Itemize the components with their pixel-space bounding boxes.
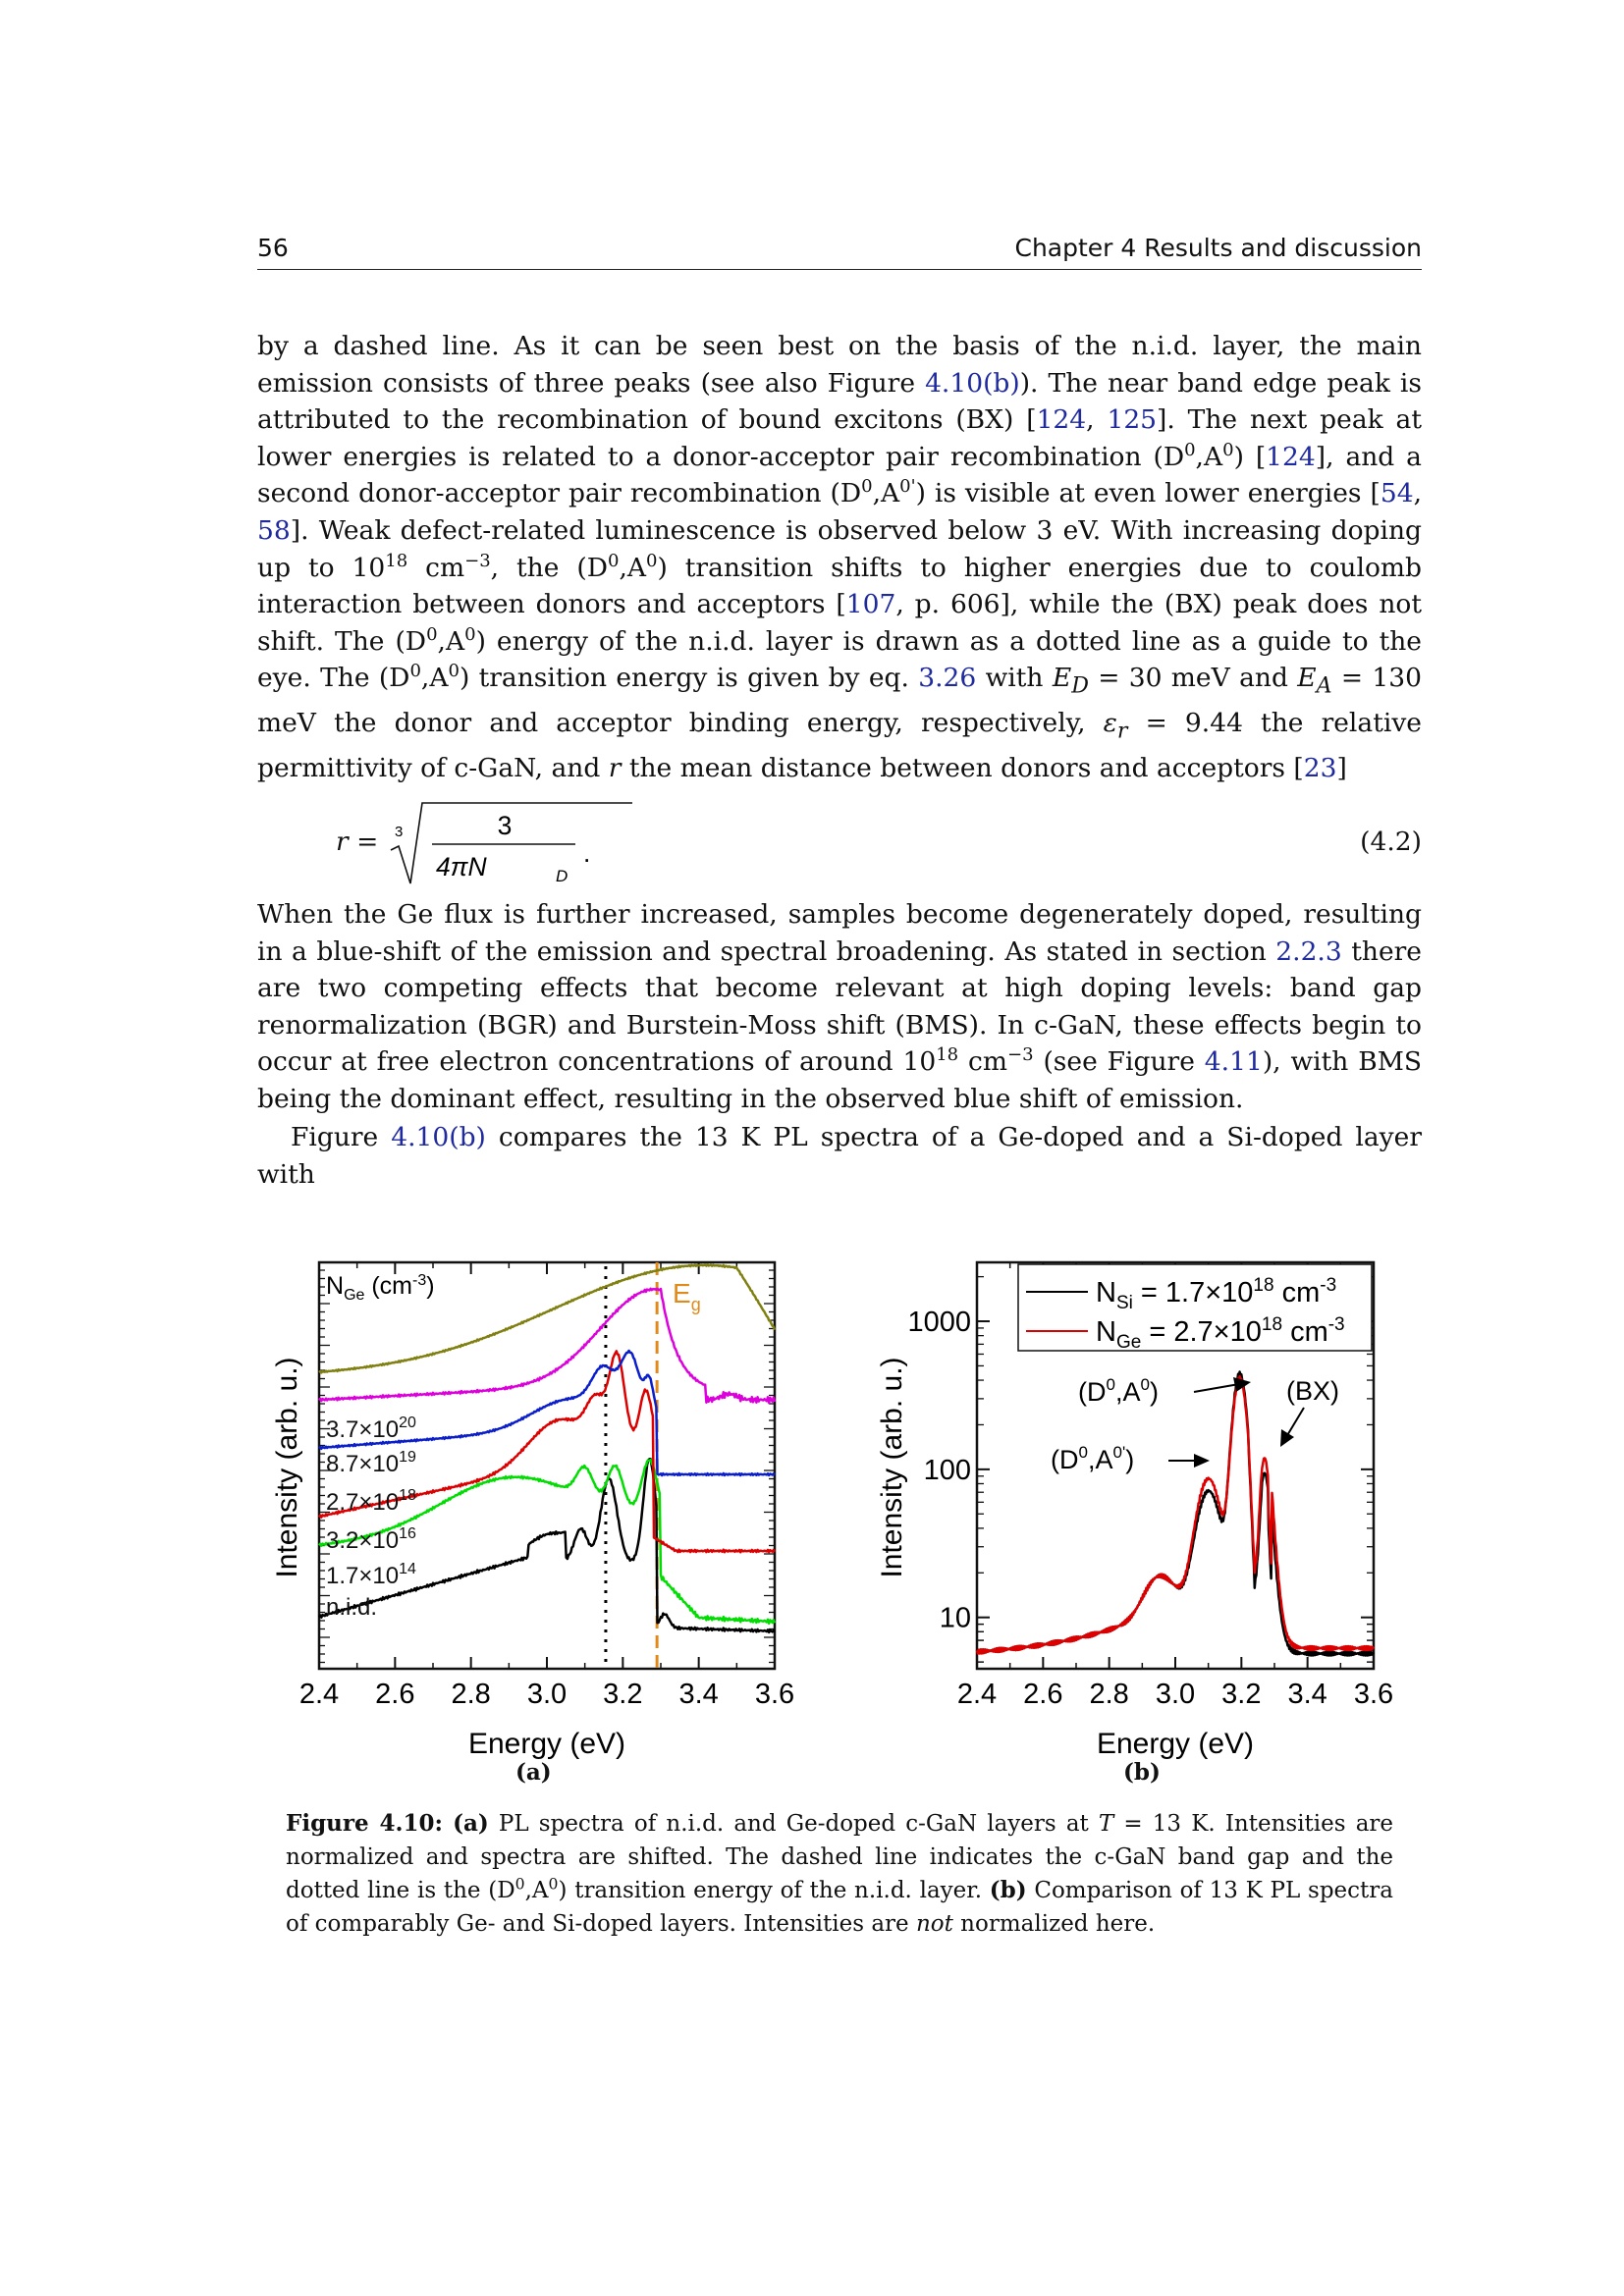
series-label-main: 3.7×10 <box>326 1416 400 1443</box>
series-label-sup: 14 <box>399 1561 416 1577</box>
series-line-4 <box>319 1289 775 1403</box>
lg: = 2.7×10 <box>1141 1316 1262 1348</box>
chapter-title: Chapter 4 Results and discussion <box>1014 234 1422 262</box>
series-label-3 <box>326 1487 416 1516</box>
x-tick-label: 3.6 <box>1353 1679 1394 1710</box>
an: ) <box>1125 1445 1135 1474</box>
citation-link[interactable]: 58 <box>257 514 291 546</box>
an: 0 <box>1140 1375 1150 1394</box>
sup: 0' <box>899 476 916 498</box>
text: ,A <box>524 1878 549 1903</box>
band-gap-main: E <box>673 1278 691 1308</box>
an: 0' <box>1112 1443 1126 1462</box>
chart-b-legend <box>1018 1264 1372 1353</box>
arrow-bx <box>1286 1408 1304 1437</box>
sup: 0 <box>426 623 438 645</box>
lg: 18 <box>1253 1275 1274 1296</box>
text: When the Ge flux is further increased, samples become degenerately doped, resulting in a blue-shift of the emission and spectral broadening. As stated in section <box>257 899 1422 967</box>
x-tick-label: 3.2 <box>603 1679 643 1710</box>
sup: 0 <box>607 550 620 571</box>
x-tick-label: 3.4 <box>1287 1679 1327 1710</box>
page-number: 56 <box>257 234 289 262</box>
x-tick-label: 3.4 <box>678 1679 719 1710</box>
text: with <box>976 663 1053 694</box>
series-label-sup: 20 <box>399 1415 416 1431</box>
an: ,A <box>1114 1377 1141 1407</box>
sup: 18 <box>385 550 408 571</box>
caption-a: (a) <box>453 1810 489 1837</box>
lg: = 1.7×10 <box>1132 1277 1254 1308</box>
lg: Ge <box>1115 1332 1142 1353</box>
text: , the (D <box>490 552 608 583</box>
y-tick-label: 10 <box>939 1602 971 1634</box>
fraction-denominator: 4πN <box>436 852 487 881</box>
citation-link[interactable]: 124 <box>1036 404 1087 436</box>
chart-b <box>874 1247 1404 1777</box>
band-gap-sub: g <box>690 1295 701 1314</box>
text: = 30 meV and <box>1088 663 1298 694</box>
running-header <box>257 234 1422 269</box>
emphasis: not <box>915 1910 953 1937</box>
text: ) transition energy is given by eq. <box>459 663 919 694</box>
annotation-bx: (BX) <box>1286 1376 1339 1406</box>
sup: −3 <box>1007 1044 1034 1066</box>
text: , <box>1413 478 1422 509</box>
chart-a-tick-labels <box>299 1679 794 1710</box>
sup: 0 <box>1184 439 1196 460</box>
text: Comparison of 13 K PL spectra of comparably Ge- and Si-doped layers. Intensities are <box>286 1878 1393 1937</box>
citation-link[interactable]: 54 <box>1380 478 1414 509</box>
chart-a-xlabel: Energy (eV) <box>467 1728 626 1760</box>
figure-link[interactable]: 4.11 <box>1204 1046 1263 1078</box>
sup: 0 <box>861 476 873 498</box>
chart-b-xlabel: Energy (eV) <box>1096 1728 1255 1760</box>
x-tick-label: 2.4 <box>298 1679 340 1710</box>
text: , p. 606], while the (BX) peak does not shift. The (D <box>257 589 1422 657</box>
x-tick-label: 2.6 <box>375 1679 415 1710</box>
an: ) <box>1149 1377 1159 1407</box>
math-sub: D <box>1071 673 1089 699</box>
text: there are two competing effects that become relevant at high doping levels: band gap renormalization (BGR) and Burstein-Moss shift (BMS). In c-GaN, these effects begin to occur at free electron concentrations of around 10 <box>257 935 1422 1078</box>
x-tick-label: 3.0 <box>1155 1679 1196 1710</box>
text: ). The near band edge peak is attributed to the recombination of bound excitons (BX) [ <box>257 367 1423 436</box>
sup: 0 <box>548 1874 559 1894</box>
fraction-numerator: 3 <box>497 811 513 840</box>
equation-lhs <box>336 827 378 857</box>
legend-title-end: ) <box>426 1272 435 1300</box>
sup: 0 <box>646 550 658 571</box>
caption-label: Figure 4.10: <box>286 1810 443 1837</box>
chart-a-legend-title <box>326 1272 435 1304</box>
arrow-dap2-head <box>1194 1454 1210 1468</box>
x-tick-label: 3.0 <box>526 1679 568 1710</box>
paragraph-2 <box>257 896 1422 1118</box>
x-tick-label: 3.6 <box>754 1679 795 1710</box>
lg: cm <box>1282 1316 1328 1348</box>
root-index: 3 <box>395 824 404 840</box>
text: cm <box>958 1046 1008 1078</box>
header-rule <box>257 269 1422 270</box>
equation-link[interactable]: 3.26 <box>918 663 977 694</box>
legend-title-unit: (cm <box>364 1272 413 1300</box>
text: ,A <box>619 552 646 583</box>
legend-title-main: N <box>326 1272 345 1300</box>
math: r <box>608 753 622 784</box>
text: ) [ <box>1233 441 1267 472</box>
figure-link[interactable]: 4.10(b) <box>925 367 1020 399</box>
annotation-dap2 <box>1051 1443 1134 1474</box>
legend-title-sub: Ge <box>344 1287 365 1304</box>
text: by a dashed line. As it can be seen best on the basis of the n.i.d. layer, the main emission consists of three peaks (see also Figure <box>257 331 1422 399</box>
series-label-sup: 18 <box>399 1487 416 1504</box>
text: normalized here. <box>952 1910 1156 1937</box>
lg: cm <box>1273 1277 1321 1308</box>
citation-link[interactable]: 23 <box>1303 753 1337 784</box>
x-tick-label: 2.6 <box>1023 1679 1063 1710</box>
legend-title-sup: -3 <box>412 1272 427 1289</box>
sup: 0 <box>409 661 421 682</box>
equation-4-2 <box>257 793 1422 891</box>
y-tick-label: 100 <box>923 1454 971 1486</box>
chart-b-ylabel: Intensity (arb. u.) <box>876 1357 908 1578</box>
text: = 13 K. Intensities are normalized and spectra are shifted. The dashed line indicates the c-GaN band gap and the dotted line is the (D <box>286 1811 1394 1903</box>
figure-link[interactable]: 4.10(b) <box>391 1122 486 1152</box>
equation-number: (4.2) <box>1360 827 1422 857</box>
text: ]. The next peak at lower energies is related to a donor-acceptor pair recombination (D <box>257 404 1422 472</box>
text: ,A <box>872 478 900 509</box>
chart-b-annotations <box>1051 1375 1339 1474</box>
an: 0 <box>1078 1443 1088 1462</box>
text: , <box>1086 404 1108 436</box>
sup: 0 <box>464 623 476 645</box>
an: ,A <box>1087 1445 1113 1474</box>
text: ) transition shifts to higher energies due to coulomb interaction between donors and acceptors [ <box>257 552 1422 620</box>
text: ,A <box>437 625 465 657</box>
band-gap-label <box>673 1278 701 1314</box>
lg: N <box>1096 1316 1116 1348</box>
series-line-si <box>977 1372 1374 1656</box>
legend-title <box>326 1272 435 1304</box>
x-tick-label: 3.2 <box>1221 1679 1262 1710</box>
citation-link[interactable]: 107 <box>845 589 896 620</box>
text: ) energy of the n.i.d. layer is drawn as a dotted line as a guide to the eye. The (D <box>257 625 1422 694</box>
paragraph-3 <box>257 1119 1422 1193</box>
text: ,A <box>420 663 449 694</box>
math-sub: A <box>1316 673 1332 699</box>
x-tick-label: 2.8 <box>1089 1679 1129 1710</box>
text: ), with BMS being the dominant effect, resulting in the observed blue shift of emission. <box>257 1046 1422 1114</box>
an: 0 <box>1106 1375 1115 1394</box>
arrow-bx-head <box>1280 1429 1294 1447</box>
sup: 0 <box>1222 439 1234 460</box>
text: = 130 meV the donor and acceptor binding energy, respectively, <box>257 663 1423 739</box>
equation-radical <box>385 793 640 891</box>
an: (D <box>1051 1445 1079 1474</box>
citation-link[interactable]: 124 <box>1266 441 1316 472</box>
chart-a-ylabel: Intensity (arb. u.) <box>271 1357 303 1578</box>
sup: −3 <box>464 550 491 571</box>
text: ], and a second donor-acceptor pair recombination (D <box>257 441 1422 509</box>
series-label-sup: 19 <box>399 1449 416 1466</box>
math: r = <box>336 827 379 857</box>
text: (see Figure <box>1033 1046 1205 1078</box>
an: (D <box>1078 1377 1107 1407</box>
math: E <box>1297 663 1317 694</box>
lg: -3 <box>1327 1314 1345 1335</box>
text: = 9.44 the relative permittivity of c-GaN, and <box>257 708 1422 784</box>
series-label-main: 2.7×10 <box>326 1489 400 1516</box>
citation-link[interactable]: 125 <box>1107 404 1158 436</box>
series-label-main: n.i.d. <box>326 1594 378 1621</box>
x-tick-label: 2.4 <box>956 1679 998 1710</box>
series-label-1 <box>326 1561 416 1589</box>
math-sub: r <box>1116 719 1128 744</box>
arrow-dap <box>1194 1384 1239 1392</box>
caption-b: (b) <box>989 1877 1027 1903</box>
text: ) transition energy of the n.i.d. layer. <box>558 1878 990 1903</box>
figure-label-b: (b) <box>1123 1759 1161 1786</box>
text: the mean distance between donors and acceptors [ <box>621 753 1304 784</box>
math: ε <box>1103 708 1117 739</box>
x-tick-label: 2.8 <box>451 1679 491 1710</box>
chart-b-curves <box>977 1372 1374 1656</box>
text: PL spectra of n.i.d. and Ge-doped c-GaN layers at <box>488 1811 1099 1837</box>
section-link[interactable]: 2.2.3 <box>1275 935 1342 967</box>
lg: Si <box>1115 1293 1133 1313</box>
series-label-0 <box>326 1594 377 1621</box>
fraction-denominator-sub: D <box>556 867 568 885</box>
sup: 0 <box>448 661 460 682</box>
math: T <box>1098 1811 1114 1837</box>
annotation-dap <box>1078 1375 1159 1407</box>
series-label-sup: 16 <box>399 1525 416 1542</box>
series-label-5 <box>326 1415 416 1443</box>
text: ] <box>1336 753 1347 784</box>
lg: 18 <box>1261 1314 1283 1335</box>
series-label-main: 1.7×10 <box>326 1563 400 1589</box>
figure-caption <box>286 1807 1393 1941</box>
paragraph-1 <box>257 328 1422 787</box>
text: ) is visible at even lower energies [ <box>915 478 1380 509</box>
sup: 0 <box>514 1874 525 1894</box>
sup: 18 <box>936 1044 959 1066</box>
lg: N <box>1096 1277 1116 1308</box>
text: cm <box>407 552 465 583</box>
series-line-ge <box>977 1376 1374 1653</box>
text: Figure <box>291 1122 392 1152</box>
text: ]. Weak defect-related luminescence is observed below 3 eV. With increasing doping up to 10 <box>257 514 1422 583</box>
series-label-4 <box>326 1449 416 1477</box>
text: compares the 13 K PL spectra of a Ge-doped and a Si-doped layer with <box>257 1122 1422 1190</box>
series-label-main: 8.7×10 <box>326 1451 400 1477</box>
series-label-main: 3.2×10 <box>326 1527 400 1554</box>
figure-label-a: (a) <box>515 1759 552 1786</box>
math: E <box>1052 663 1072 694</box>
series-label-2 <box>326 1525 416 1554</box>
y-tick-label: 1000 <box>907 1307 971 1339</box>
equation-period: . <box>583 838 591 868</box>
chart-a <box>271 1247 805 1777</box>
lg: -3 <box>1320 1275 1337 1296</box>
text: ,A <box>1195 441 1223 472</box>
